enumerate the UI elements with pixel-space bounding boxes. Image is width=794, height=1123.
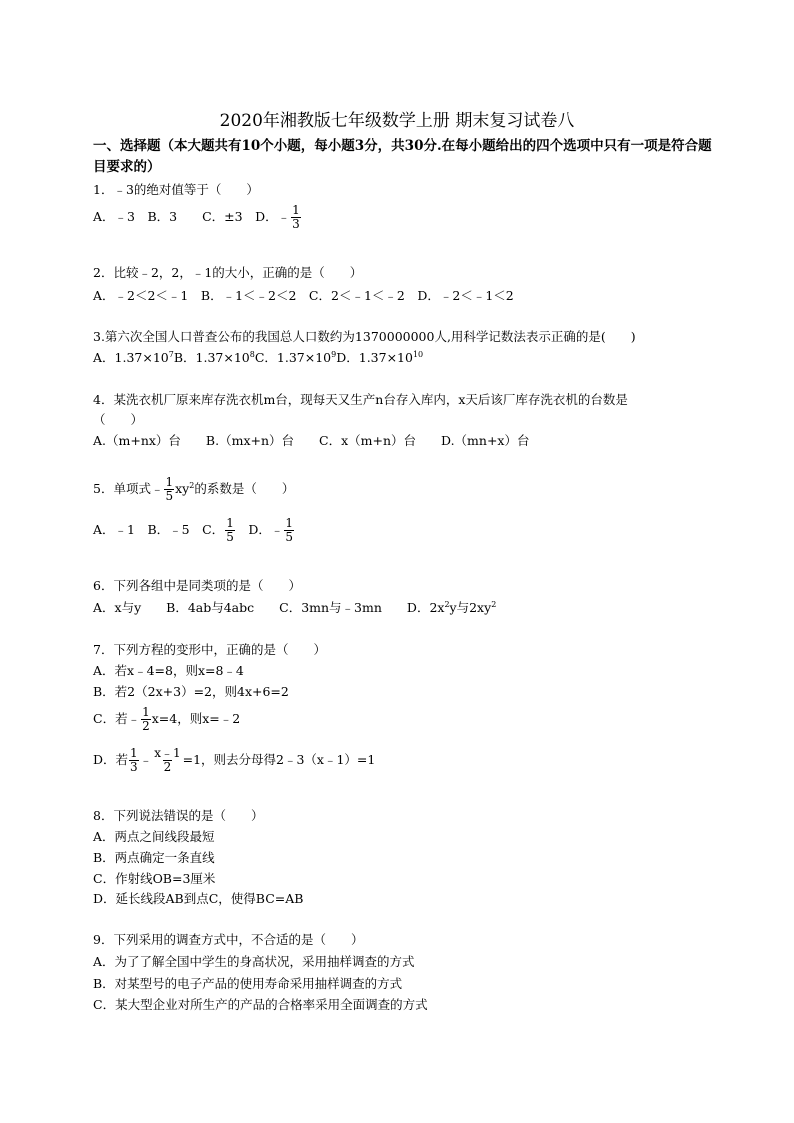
- fraction-num: 1: [285, 516, 293, 530]
- stem-post: 的系数是（ ）: [194, 481, 295, 496]
- question-8-option-a: A．两点之间线段最短: [93, 829, 215, 844]
- question-8-option-d: D．延长线段AB到点C，使得BC=AB: [93, 891, 304, 906]
- question-5-options: [93, 517, 295, 544]
- question-3-stem: 3.第六次全国人口普查公布的我国总人口数约为1370000000人,用科学记数法表示正确的是( ): [93, 329, 636, 344]
- question-2-stem: 2．比较﹣2，2，﹣1的大小，正确的是（ ）: [93, 265, 363, 280]
- stem-pre: 5．单项式﹣: [93, 481, 164, 496]
- question-5-stem: [93, 476, 294, 503]
- stem-mid: xy: [175, 481, 190, 496]
- exponent: 2: [444, 599, 450, 609]
- exponent: 9: [331, 349, 337, 359]
- question-7-option-d: [93, 747, 375, 774]
- exponent: 7: [168, 349, 174, 359]
- question-8-option-b: B．两点确定一条直线: [93, 850, 215, 865]
- fraction-num: 1: [142, 705, 150, 719]
- question-9-stem: 9．下列采用的调查方式中，不合适的是（ ）: [93, 932, 364, 947]
- question-7-stem: 7．下列方程的变形中，正确的是（ ）: [93, 642, 326, 657]
- question-4-options: A.（m+nx）台 B.（mx+n）台 C．x（m+n）台 D.（mn+x）台: [93, 433, 530, 448]
- fraction-den: 3: [130, 760, 138, 774]
- fraction: [291, 204, 301, 231]
- fraction: [141, 706, 151, 733]
- option-c: C．1.37×10: [254, 350, 332, 365]
- exponent: 2: [189, 480, 195, 490]
- fraction: [164, 476, 174, 503]
- question-3-options: [93, 348, 423, 366]
- question-4-paren: （ ）: [93, 412, 144, 427]
- fraction: [129, 747, 139, 774]
- question-1-options: [93, 204, 302, 231]
- fraction: [153, 747, 181, 774]
- question-7-option-c: [93, 706, 240, 733]
- fraction-den: 5: [226, 530, 234, 544]
- option-b: B．1.37×10: [173, 350, 250, 365]
- exponent: 10: [412, 349, 424, 359]
- options-mid: y与2xy: [449, 600, 492, 615]
- option-d: D．﹣: [235, 522, 284, 537]
- section-heading: 一、选择题（本大题共有10个小题，每小题3分，共30分.在每小题给出的四个选项中只有一项是符合题目要求的）: [93, 138, 712, 175]
- fraction-num: 1: [130, 746, 138, 760]
- question-9-option-c: C．某大型企业对所生产的产品的合格率采用全面调查的方式: [93, 997, 428, 1012]
- question-2-options: A．﹣2＜2＜﹣1 B．﹣1＜﹣2＜2 C．2＜﹣1＜﹣2 D．﹣2＜﹣1＜2: [93, 288, 514, 303]
- minus-sign: ﹣: [139, 752, 153, 767]
- fraction-den: 2: [142, 719, 150, 733]
- option-d-pre: D．若: [93, 752, 129, 767]
- question-8-stem: 8．下列说法错误的是（ ）: [93, 808, 264, 823]
- question-9-option-b: B．对某型号的电子产品的使用寿命采用抽样调查的方式: [93, 976, 403, 991]
- option-c-pre: C．若﹣: [93, 711, 141, 726]
- question-7-option-b: B．若2（2x+3）=2，则4x+6=2: [93, 684, 289, 699]
- fraction-num: x﹣1: [154, 746, 181, 760]
- exponent: 2: [491, 599, 497, 609]
- fraction-num: 1: [292, 203, 300, 217]
- fraction-den: 5: [285, 530, 293, 544]
- fraction-den: 3: [292, 217, 300, 231]
- page-title: 2020年湘教版七年级数学上册 期末复习试卷八: [219, 111, 575, 131]
- question-7-option-a: A．若x﹣4=8，则x=8﹣4: [93, 663, 244, 678]
- question-6-options: [93, 598, 496, 616]
- fraction: [225, 517, 235, 544]
- fraction-den: 2: [163, 760, 172, 774]
- option-a: A．1.37×10: [93, 350, 169, 365]
- option-d: D．1.37×10: [336, 350, 413, 365]
- fraction-num: 1: [226, 516, 234, 530]
- question-1-stem: 1．﹣3的绝对值等于（ ）: [93, 182, 259, 197]
- question-4-stem: 4．某洗衣机厂原来库存洗衣机m台，现每天又生产n台存入库内，x天后该厂库存洗衣机的台数是: [93, 392, 628, 407]
- exponent: 8: [249, 349, 255, 359]
- question-8-option-c: C．作射线OB=3厘米: [93, 871, 216, 886]
- option-d-post: =1，则去分母得2﹣3（x﹣1）=1: [182, 752, 376, 767]
- question-6-stem: 6．下列各组中是同类项的是（ ）: [93, 578, 301, 593]
- options-pre: A．x与y B．4ab与4abc C．3mn与﹣3mn D．2x: [93, 600, 445, 615]
- fraction: [284, 517, 294, 544]
- fraction-num: 1: [165, 475, 174, 489]
- question-1-options-text: A．﹣3 B．3 C．±3 D．﹣: [93, 209, 291, 224]
- options-ab: A．﹣1 B．﹣5 C．: [93, 522, 225, 537]
- question-9-option-a: A．为了了解全国中学生的身高状况，采用抽样调查的方式: [93, 954, 415, 969]
- fraction-den: 5: [165, 489, 174, 503]
- option-c-post: x=4，则x=﹣2: [151, 711, 241, 726]
